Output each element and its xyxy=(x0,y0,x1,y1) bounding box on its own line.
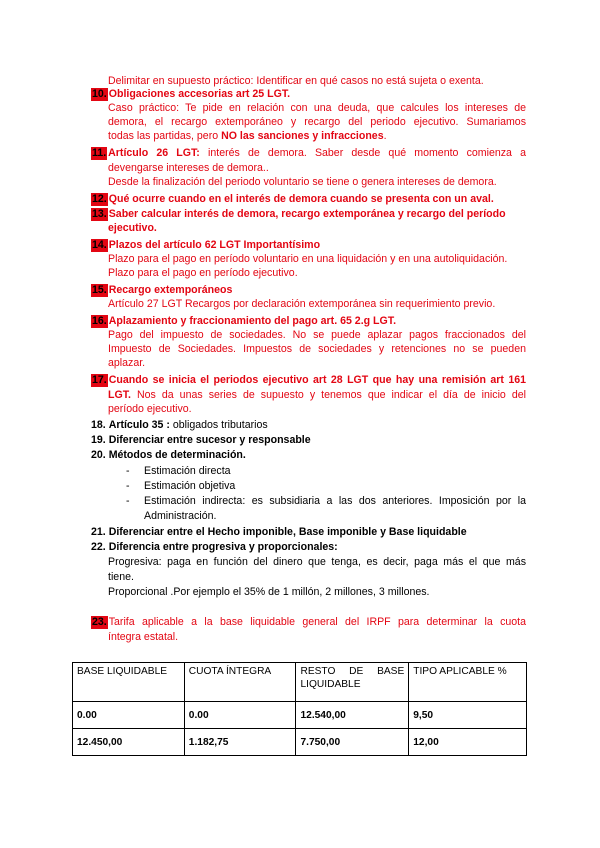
table-row xyxy=(73,729,527,756)
item-title: Obligaciones accesorias art 25 LGT. xyxy=(108,88,291,100)
emphasis: NO las sanciones y infracciones xyxy=(221,130,384,142)
item-title: Métodos de determinación. xyxy=(108,449,246,461)
item-17-text: período ejecutivo. xyxy=(108,403,192,415)
item-11-text: Desde la finalización del periodo voluntario se tiene o genera intereses de demora. xyxy=(108,176,497,188)
list-dash: - xyxy=(126,495,130,507)
item-title: Diferencia entre progresiva y proporcionales: xyxy=(108,541,338,553)
table-cell: 7.750,00 xyxy=(296,729,409,756)
item-23-heading xyxy=(91,616,526,629)
table-cell: 0.00 xyxy=(184,702,296,729)
item-17-text xyxy=(108,389,526,402)
item-20-heading xyxy=(91,449,246,462)
item-number: 15. xyxy=(92,284,107,296)
item-number: 10. xyxy=(92,88,107,100)
table-cell: 9,50 xyxy=(409,702,527,729)
item-22-text: Proporcional .Por ejemplo el 35% de 1 millón, 2 millones, 3 millones. xyxy=(108,586,430,598)
item-10-text: Caso práctico: Te pide en relación con una deuda, que calcules los intereses de xyxy=(108,102,526,114)
item-title: Qué ocurre cuando en el interés de demora cuando se presenta con un aval. xyxy=(108,193,494,205)
item-number: 13. xyxy=(92,208,107,220)
table-header-cell: TIPO APLICABLE % xyxy=(409,663,527,702)
method-direct: Estimación directa xyxy=(144,465,231,477)
item-title: Tarifa aplicable a la base liquidable general del IRPF para determinar la cuota xyxy=(108,616,526,628)
table-header-cell: BASE LIQUIDABLE xyxy=(73,663,185,702)
table-cell: 12,00 xyxy=(409,729,527,756)
item-number: 23. xyxy=(92,616,107,628)
item-number: 21. xyxy=(91,526,106,538)
item-15-heading xyxy=(91,284,232,297)
list-dash: - xyxy=(126,480,130,492)
item-title: Aplazamiento y fraccionamiento del pago art. 65 2.g LGT. xyxy=(108,315,397,327)
item-12-heading xyxy=(91,193,494,206)
item-17-heading xyxy=(91,374,526,387)
item-11-heading xyxy=(91,147,526,160)
table-row xyxy=(73,702,527,729)
list-dash: - xyxy=(126,465,130,477)
table-header-row xyxy=(73,663,527,702)
item-title: Plazos del artículo 62 LGT Importantísimo xyxy=(108,239,321,251)
item-number: 22. xyxy=(91,541,106,553)
item-text: obligados tributarios xyxy=(169,419,268,431)
item-number: 16. xyxy=(92,315,107,327)
item-9-description: Delimitar en supuesto práctico: Identificar en qué casos no está sujeta o exenta. xyxy=(108,75,484,87)
item-16-text: Impuesto de Sociedades. Impuestos de sociedades y retenciones no se pueden xyxy=(108,343,526,355)
method-objective: Estimación objetiva xyxy=(144,480,236,492)
item-22-text: Progresiva: paga en función del dinero que tenga, es decir, paga más el que más xyxy=(108,556,526,568)
item-text: interés de demora. Saber desde qué momento comienza a xyxy=(199,147,526,159)
item-16-text: aplazar. xyxy=(108,357,146,369)
table-cell: 12.540,00 xyxy=(296,702,409,729)
item-23-text: íntegra estatal. xyxy=(108,631,179,643)
item-number: 18. xyxy=(91,419,106,431)
item-14-heading xyxy=(91,239,320,252)
item-16-text: Pago del impuesto de sociedades. No se puede aplazar pagos fraccionados del xyxy=(108,329,526,341)
item-21-heading xyxy=(91,526,467,539)
item-22-heading xyxy=(91,541,338,554)
item-18-heading xyxy=(91,419,268,432)
item-14-text: Plazo para el pago en período ejecutivo. xyxy=(108,267,298,279)
item-19-heading xyxy=(91,434,311,447)
irpf-tariff-table xyxy=(72,662,527,756)
item-14-text: Plazo para el pago en período voluntario en una liquidación y en una autoliquidación. xyxy=(108,253,508,265)
item-22-text: tiene. xyxy=(108,571,134,583)
item-16-heading xyxy=(91,315,396,328)
item-10-text: demora, el recargo extemporáneo y recargo del periodo ejecutivo. Sumariamos xyxy=(108,116,526,128)
item-10-heading xyxy=(91,88,290,101)
item-number: 12. xyxy=(92,193,107,205)
item-10-text xyxy=(108,130,387,143)
item-11-text: devengarse intereses de demora.. xyxy=(108,162,269,174)
table-cell: 0.00 xyxy=(73,702,185,729)
item-text: Nos da unas series de supuesto y tenemos que indicar el día de inicio del xyxy=(130,389,526,401)
method-indirect: Estimación indirecta: es subsidiaria a las dos anteriores. Imposición por la xyxy=(144,495,526,507)
item-number: 11. xyxy=(92,147,107,159)
item-number: 19. xyxy=(91,434,106,446)
table-cell: 12.450,00 xyxy=(73,729,185,756)
item-title: Artículo 26 LGT: xyxy=(108,147,200,159)
item-title: Diferenciar entre sucesor y responsable xyxy=(108,434,311,446)
text: . xyxy=(383,130,387,142)
item-13-heading xyxy=(91,208,506,221)
item-13-title-cont: ejecutivo. xyxy=(108,222,157,234)
method-indirect-cont: Administración. xyxy=(144,510,217,522)
item-title: Artículo 35 : xyxy=(108,419,170,431)
item-number: 14. xyxy=(92,239,107,251)
table-header-cell: CUOTA ÍNTEGRA xyxy=(184,663,296,702)
item-title-cont: LGT. xyxy=(108,389,131,401)
item-title: Recargo extemporáneos xyxy=(108,284,233,296)
item-title: Cuando se inicia el periodos ejecutivo art 28 LGT que hay una remisión art 161 xyxy=(108,374,526,386)
table-cell: 1.182,75 xyxy=(184,729,296,756)
item-title: Saber calcular interés de demora, recargo extemporánea y recargo del período xyxy=(108,208,506,220)
item-number: 17. xyxy=(92,374,107,386)
table-header-cell: RESTO DE BASE LIQUIDABLE xyxy=(296,663,409,702)
item-15-text: Artículo 27 LGT Recargos por declaración extemporánea sin requerimiento previo. xyxy=(108,298,496,310)
item-number: 20. xyxy=(91,449,106,461)
text: todas las partidas, pero xyxy=(108,130,222,142)
item-title: Diferenciar entre el Hecho imponible, Base imponible y Base liquidable xyxy=(108,526,467,538)
